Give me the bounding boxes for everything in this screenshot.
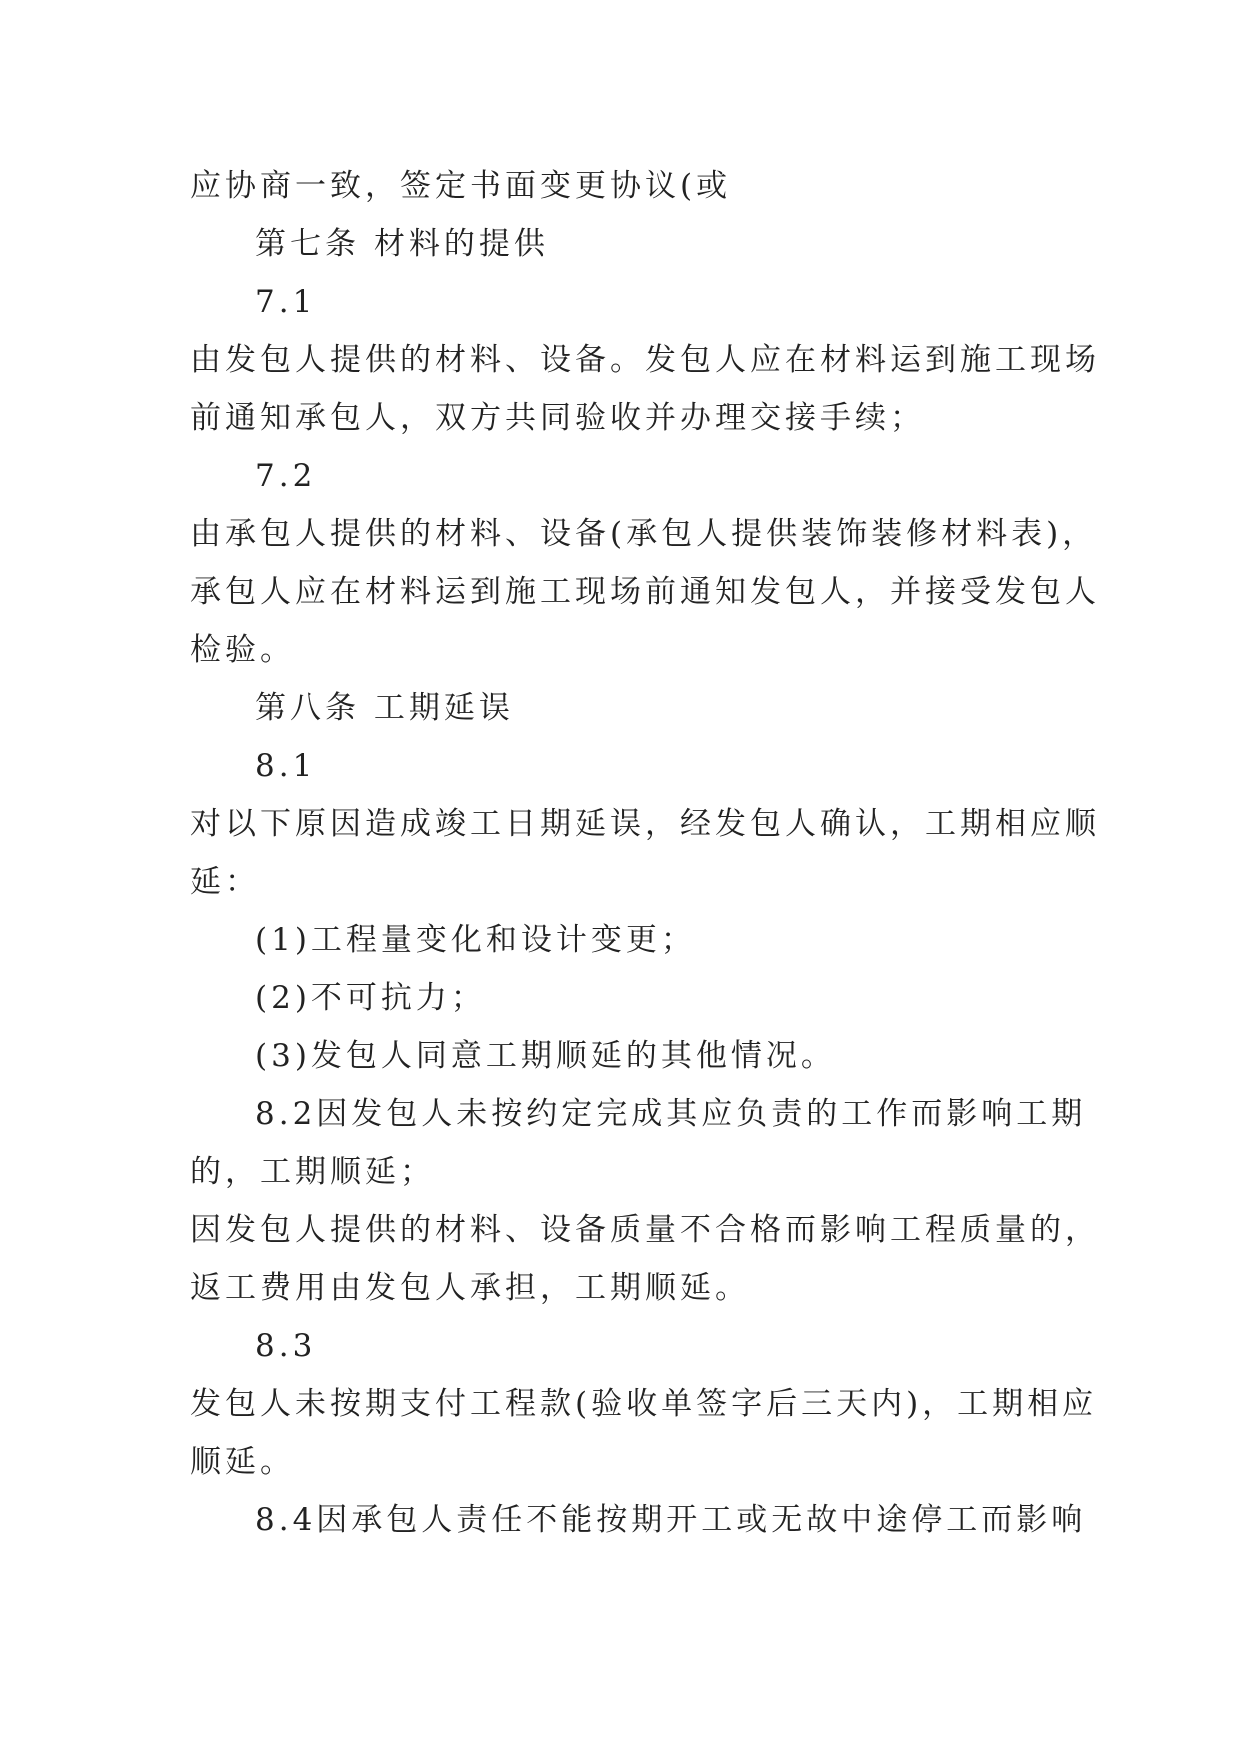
article-heading: 第八条 工期延误 (255, 690, 514, 726)
clause-number: 7.2 (255, 458, 317, 494)
article-heading: 第七条 材料的提供 (255, 226, 549, 262)
clause-text-line: 8.2因发包人未按约定完成其应负责的工作而影响工期 (255, 1096, 1087, 1132)
body-text-line: 延： (190, 864, 260, 900)
body-text-line: 顺延。 (190, 1444, 295, 1480)
clause-number: 8.1 (255, 748, 317, 784)
body-text-line: 发包人未按期支付工程款(验收单签字后三天内)，工期相应 (190, 1386, 1098, 1422)
body-text-line: 承包人应在材料运到施工现场前通知发包人，并接受发包人 (190, 574, 1100, 610)
body-text-line: 前通知承包人，双方共同验收并办理交接手续； (190, 400, 925, 436)
clause-text-line: 8.4因承包人责任不能按期开工或无故中途停工而影响 (255, 1502, 1087, 1538)
clause-number: 7.1 (255, 284, 317, 320)
list-item: (2)不可抗力； (255, 980, 486, 1016)
body-text-line: 由发包人提供的材料、设备。发包人应在材料运到施工现场 (190, 342, 1100, 378)
body-text-line: 因发包人提供的材料、设备质量不合格而影响工程质量的， (190, 1212, 1100, 1248)
body-text-line: 返工费用由发包人承担，工期顺延。 (190, 1270, 750, 1306)
body-text-line: 的，工期顺延； (190, 1154, 435, 1190)
body-text-line: 应协商一致，签定书面变更协议(或 (190, 168, 732, 204)
list-item: (1)工程量变化和设计变更； (255, 922, 696, 958)
list-item: (3)发包人同意工期顺延的其他情况。 (255, 1038, 836, 1074)
body-text-line: 由承包人提供的材料、设备(承包人提供装饰装修材料表)， (190, 516, 1098, 552)
body-text-line: 检验。 (190, 632, 295, 668)
body-text-line: 对以下原因造成竣工日期延误，经发包人确认，工期相应顺 (190, 806, 1100, 842)
clause-number: 8.3 (255, 1328, 317, 1364)
